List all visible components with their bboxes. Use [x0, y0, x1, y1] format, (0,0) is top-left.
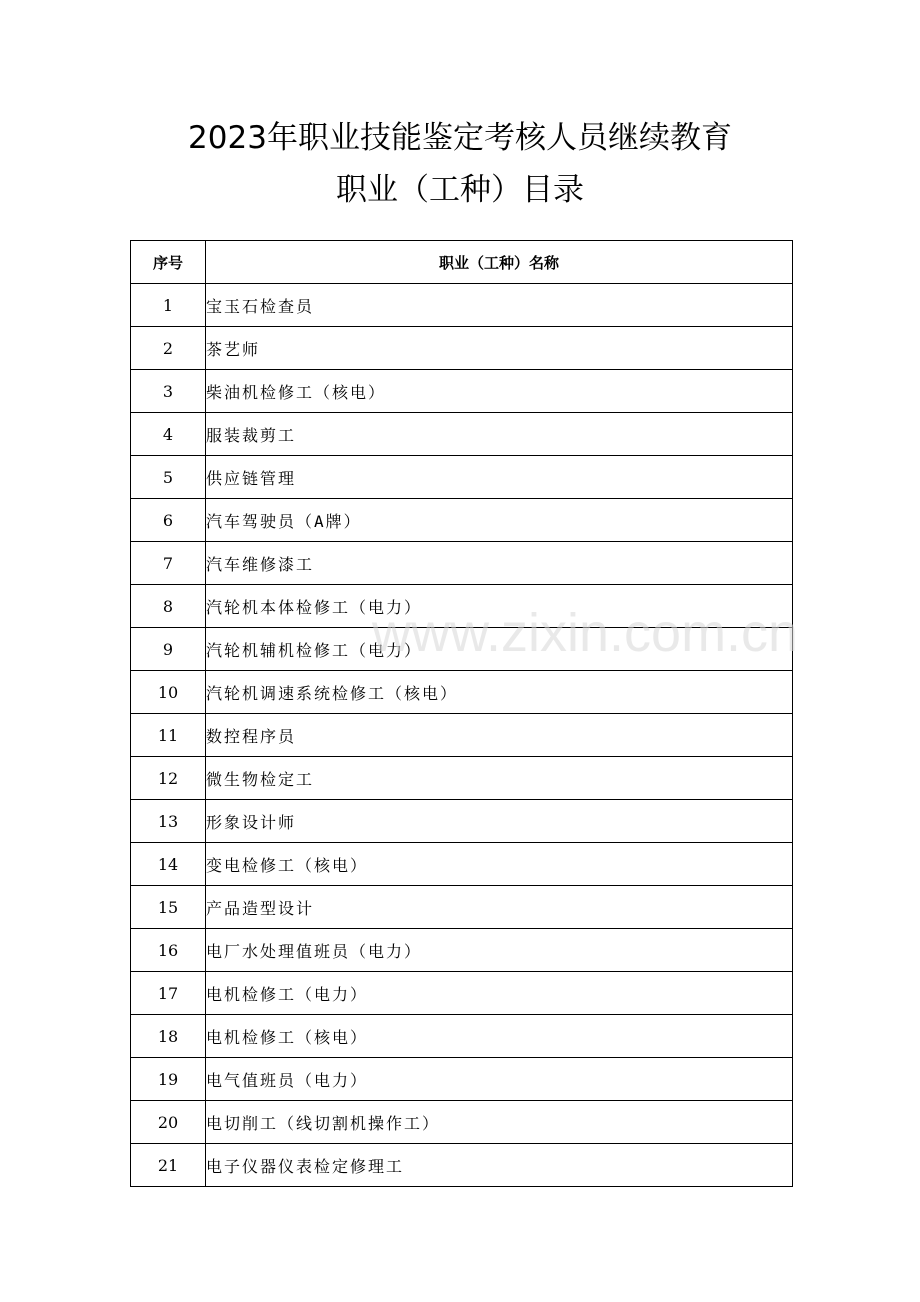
watermark-text: www.zixin.com.cn [372, 603, 799, 663]
table-row [131, 972, 793, 1015]
catalog-table-container [130, 240, 792, 1187]
cell-serial-number: 21 [131, 1144, 206, 1187]
header-occupation-name: 职业（工种）名称 [206, 241, 793, 284]
cell-serial-number: 19 [131, 1058, 206, 1101]
cell-occupation-name: 微生物检定工 [206, 757, 793, 800]
document-title-line1: 2023年职业技能鉴定考核人员继续教育 [188, 120, 732, 156]
table-row [131, 327, 793, 370]
table-row [131, 886, 793, 929]
cell-occupation-name: 汽车驾驶员（A牌） [206, 499, 793, 542]
cell-occupation-name: 汽轮机本体检修工（电力） [206, 585, 793, 628]
table-row [131, 714, 793, 757]
table-row [131, 671, 793, 714]
table-row [131, 585, 793, 628]
document-title-line2: 职业（工种）目录 [336, 172, 584, 208]
table-row [131, 456, 793, 499]
cell-occupation-name: 茶艺师 [206, 327, 793, 370]
cell-serial-number: 14 [131, 843, 206, 886]
cell-serial-number: 11 [131, 714, 206, 757]
cell-occupation-name: 汽车维修漆工 [206, 542, 793, 585]
cell-serial-number: 12 [131, 757, 206, 800]
cell-serial-number: 16 [131, 929, 206, 972]
cell-serial-number: 8 [131, 585, 206, 628]
cell-serial-number: 9 [131, 628, 206, 671]
cell-serial-number: 17 [131, 972, 206, 1015]
cell-occupation-name: 电厂水处理值班员（电力） [206, 929, 793, 972]
table-row [131, 843, 793, 886]
table-row [131, 628, 793, 671]
cell-occupation-name: 汽轮机调速系统检修工（核电） [206, 671, 793, 714]
cell-occupation-name: 柴油机检修工（核电） [206, 370, 793, 413]
cell-occupation-name: 形象设计师 [206, 800, 793, 843]
cell-occupation-name: 数控程序员 [206, 714, 793, 757]
header-serial-number: 序号 [131, 241, 206, 284]
cell-serial-number: 13 [131, 800, 206, 843]
table-row [131, 1101, 793, 1144]
table-row [131, 542, 793, 585]
table-row [131, 757, 793, 800]
table-body [131, 284, 793, 1187]
cell-occupation-name: 变电检修工（核电） [206, 843, 793, 886]
cell-serial-number: 2 [131, 327, 206, 370]
cell-serial-number: 15 [131, 886, 206, 929]
table-row [131, 800, 793, 843]
cell-serial-number: 18 [131, 1015, 206, 1058]
cell-serial-number: 4 [131, 413, 206, 456]
cell-serial-number: 3 [131, 370, 206, 413]
cell-serial-number: 7 [131, 542, 206, 585]
cell-occupation-name: 电机检修工（电力） [206, 972, 793, 1015]
cell-occupation-name: 电机检修工（核电） [206, 1015, 793, 1058]
table-row [131, 499, 793, 542]
cell-serial-number: 10 [131, 671, 206, 714]
cell-occupation-name: 电子仪器仪表检定修理工 [206, 1144, 793, 1187]
table-header-row [131, 241, 793, 284]
table-row [131, 284, 793, 327]
table-row [131, 1058, 793, 1101]
table-row [131, 929, 793, 972]
cell-occupation-name: 服装裁剪工 [206, 413, 793, 456]
cell-occupation-name: 电切削工（线切割机操作工） [206, 1101, 793, 1144]
cell-occupation-name: 供应链管理 [206, 456, 793, 499]
cell-occupation-name: 电气值班员（电力） [206, 1058, 793, 1101]
cell-serial-number: 1 [131, 284, 206, 327]
table-row [131, 370, 793, 413]
cell-serial-number: 20 [131, 1101, 206, 1144]
table-row [131, 413, 793, 456]
table-row [131, 1144, 793, 1187]
cell-occupation-name: 产品造型设计 [206, 886, 793, 929]
cell-serial-number: 6 [131, 499, 206, 542]
occupation-catalog-table [130, 240, 793, 1187]
cell-occupation-name: 汽轮机辅机检修工（电力） [206, 628, 793, 671]
cell-occupation-name: 宝玉石检查员 [206, 284, 793, 327]
cell-serial-number: 5 [131, 456, 206, 499]
table-row [131, 1015, 793, 1058]
